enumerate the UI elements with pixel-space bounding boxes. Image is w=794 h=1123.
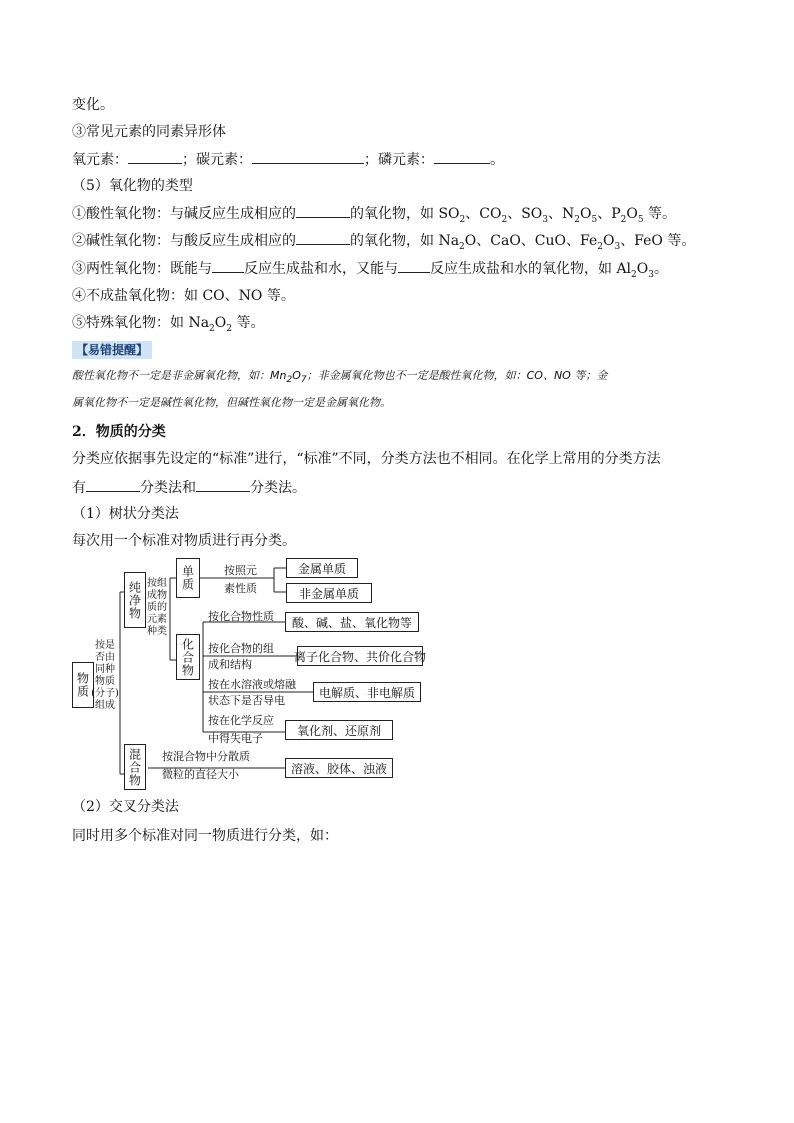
box-metal-element: 金属单质 bbox=[286, 558, 358, 578]
mixture-criterion: 按混合物中分散质 bbox=[162, 750, 250, 763]
node-mixture: 混合物 bbox=[124, 744, 146, 790]
box-ionic-covalent: 离子化合物、共价化合物 bbox=[297, 646, 423, 666]
tip-text: 属氧化物不一定是碱性氧化物，但碱性氧化物一定是金属氧化物。 bbox=[72, 396, 391, 409]
compound-criterion: 按在化学反应 bbox=[208, 714, 274, 727]
node-compound: 化合物 bbox=[176, 634, 200, 680]
box-nonmetal-element: 非金属单质 bbox=[286, 583, 372, 603]
fill-blank[interactable] bbox=[434, 149, 490, 164]
fill-blank[interactable] bbox=[128, 149, 182, 164]
section-heading: （2）交叉分类法 bbox=[72, 799, 179, 815]
compound-criterion: 按化合物性质 bbox=[208, 610, 274, 623]
fill-blank[interactable] bbox=[86, 477, 140, 492]
basic-oxide-line: ②碱性氧化物：与酸反应生成相应的 的氧化物，如 $Na_2O$、CaO、CuO、$Fe_2O_3$、FeO 等。 bbox=[72, 230, 695, 251]
node-pure-substance: 纯净物 bbox=[124, 572, 146, 628]
classification-tree-diagram bbox=[66, 556, 426, 788]
fill-blank[interactable] bbox=[212, 258, 244, 273]
node-matter: 物质 bbox=[72, 662, 94, 708]
allotropes-line: 氧元素： ；碳元素： ；磷元素： 。 bbox=[72, 149, 504, 170]
tip-label: 【易错提醒】 bbox=[72, 340, 152, 360]
compound-criterion: 成和结构 bbox=[208, 658, 252, 671]
fill-blank[interactable] bbox=[398, 258, 430, 273]
acidic-oxide-line: ①酸性氧化物：与碱反应生成相应的 的氧化物，如 $SO_2$、$CO_2$、$SO_3$、$N_2O_5$、$P_2O_5$ 等。 bbox=[72, 203, 676, 224]
section-heading: 2．物质的分类 bbox=[72, 424, 166, 440]
fill-blank[interactable] bbox=[296, 230, 350, 245]
compound-criterion: 状态下是否导电 bbox=[208, 694, 285, 707]
compound-criterion: 中得失电子 bbox=[208, 732, 263, 745]
nonsalt-oxide-line: ④不成盐氧化物：如 CO、NO 等。 bbox=[72, 288, 295, 304]
text-line: 变化。 bbox=[72, 97, 114, 113]
box-oxidant-reductant: 氧化剂、还原剂 bbox=[285, 720, 393, 740]
text-line: 同时用多个标准对同一物质进行分类，如： bbox=[72, 828, 338, 844]
fill-blank[interactable] bbox=[296, 203, 350, 218]
element-criterion: 按照元 bbox=[224, 564, 257, 577]
text-line: 分类应依据事先设定的“标准”进行，“标准”不同，分类方法也不相同。在化学上常用的分类方法 bbox=[72, 451, 661, 467]
mixture-criterion: 微粒的直径大小 bbox=[162, 768, 239, 781]
compound-criterion: 按在水溶液或熔融 bbox=[208, 678, 296, 691]
fill-blank[interactable] bbox=[252, 149, 364, 164]
tip-text: 酸性氧化物不一定是非金属氧化物，如：$Mn_2O_7$；非金属氧化物也不一定是酸性氧化物，如：CO、NO 等；金 bbox=[72, 369, 608, 386]
node-element: 单质 bbox=[176, 558, 200, 598]
amphoteric-oxide-line: ③两性氧化物：既能与 反应生成盐和水，又能与 反应生成盐和水的氧化物，如 $Al_2O_3$。 bbox=[72, 258, 668, 279]
element-criterion: 素性质 bbox=[224, 582, 257, 595]
compound-criterion: 按化合物的组 bbox=[208, 642, 274, 655]
box-electrolyte: 电解质、非电解质 bbox=[313, 682, 421, 702]
box-acid-base-salt: 酸、碱、盐、氧化物等 bbox=[285, 612, 419, 632]
special-oxide-line: ⑤特殊氧化物：如 $Na_2O_2$ 等。 bbox=[72, 315, 265, 334]
section-heading: （5）氧化物的类型 bbox=[72, 178, 193, 194]
text-line: ③常见元素的同素异形体 bbox=[72, 124, 226, 140]
text-line: 每次用一个标准对物质进行再分类。 bbox=[72, 533, 296, 549]
root-criterion: 按是 否由 同种 物质 (分子) 组成 bbox=[91, 640, 119, 711]
box-solution-colloid: 溶液、胶体、浊液 bbox=[285, 758, 393, 778]
methods-line: 有 分类法和 分类法。 bbox=[72, 477, 306, 498]
fill-blank[interactable] bbox=[196, 477, 250, 492]
section-heading: （1）树状分类法 bbox=[72, 506, 179, 522]
pure-criterion: 按组 成物 质的 元素 种类 bbox=[147, 578, 167, 637]
